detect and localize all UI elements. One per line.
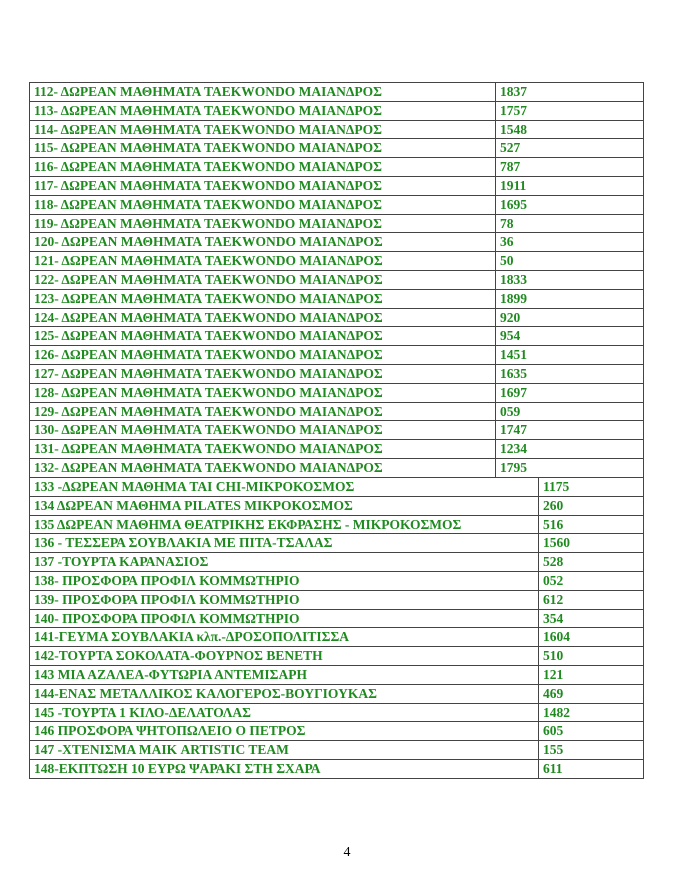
table-row (30, 478, 644, 497)
prize-description: 116- ΔΩΡΕΑΝ ΜΑΘΗΜΑΤΑ TAEKWONDO ΜΑΙΑΝΔΡΟΣ (30, 158, 496, 177)
table-row (30, 534, 644, 553)
table-row (30, 496, 644, 515)
ticket-number: 052 (539, 571, 644, 590)
table-row (30, 327, 644, 346)
ticket-number: 1451 (496, 346, 644, 365)
ticket-number: 36 (496, 233, 644, 252)
table-row (30, 722, 644, 741)
ticket-number: 510 (539, 647, 644, 666)
ticket-number: 1560 (539, 534, 644, 553)
prize-description: 133 -ΔΩΡΕΑΝ ΜΑΘΗΜΑ TAI CHI-ΜΙΚΡΟΚΟΣΜΟΣ (30, 478, 539, 497)
ticket-number: 528 (539, 553, 644, 572)
table-row (30, 571, 644, 590)
ticket-number: 1833 (496, 270, 644, 289)
prize-description: 128- ΔΩΡΕΑΝ ΜΑΘΗΜΑΤΑ TAEKWONDO ΜΑΙΑΝΔΡΟΣ (30, 383, 496, 402)
ticket-number: 1837 (496, 83, 644, 102)
prize-description: 140- ΠΡΟΣΦΟΡΑ ΠΡΟΦΙΛ ΚΟΜΜΩΤΗΡΙΟ (30, 609, 539, 628)
ticket-number: 954 (496, 327, 644, 346)
ticket-number: 612 (539, 590, 644, 609)
table-row (30, 684, 644, 703)
table-row (30, 402, 644, 421)
table-row (30, 289, 644, 308)
ticket-number: 1234 (496, 440, 644, 459)
prize-description: 134 ΔΩΡΕΑΝ ΜΑΘΗΜΑ PILATES ΜΙΚΡΟΚΟΣΜΟΣ (30, 496, 539, 515)
prize-description: 117- ΔΩΡΕΑΝ ΜΑΘΗΜΑΤΑ TAEKWONDO ΜΑΙΑΝΔΡΟΣ (30, 176, 496, 195)
prize-description: 141-ΓΕΥΜΑ ΣΟΥΒΛΑΚΙΑ κλπ.-ΔΡΟΣΟΠΟΛΙΤΙΣΣΑ (30, 628, 539, 647)
prize-description: 119- ΔΩΡΕΑΝ ΜΑΘΗΜΑΤΑ TAEKWONDO ΜΑΙΑΝΔΡΟΣ (30, 214, 496, 233)
prize-description: 138- ΠΡΟΣΦΟΡΑ ΠΡΟΦΙΛ ΚΟΜΜΩΤΗΡΙΟ (30, 571, 539, 590)
table-row (30, 139, 644, 158)
table-row (30, 553, 644, 572)
table-row (30, 120, 644, 139)
table-row (30, 270, 644, 289)
prize-description: 129- ΔΩΡΕΑΝ ΜΑΘΗΜΑΤΑ TAEKWONDO ΜΑΙΑΝΔΡΟΣ (30, 402, 496, 421)
prize-description: 148-ΕΚΠΤΩΣΗ 10 ΕΥΡΩ ΨΑΡΑΚΙ ΣΤΗ ΣΧΑΡΑ (30, 759, 539, 778)
table-row (30, 590, 644, 609)
table-row (30, 458, 644, 477)
prize-description: 136 - ΤΕΣΣΕΡΑ ΣΟΥΒΛΑΚΙΑ ΜΕ ΠΙΤΑ-ΤΣΑΛΑΣ (30, 534, 539, 553)
ticket-number: 787 (496, 158, 644, 177)
ticket-number: 527 (496, 139, 644, 158)
prize-description: 132- ΔΩΡΕΑΝ ΜΑΘΗΜΑΤΑ TAEKWONDO ΜΑΙΑΝΔΡΟΣ (30, 458, 496, 477)
table-row (30, 628, 644, 647)
prize-table-top-body (30, 83, 644, 478)
prize-description: 121- ΔΩΡΕΑΝ ΜΑΘΗΜΑΤΑ TAEKWONDO ΜΑΙΑΝΔΡΟΣ (30, 252, 496, 271)
table-row (30, 421, 644, 440)
table-row (30, 158, 644, 177)
prize-description: 147 -ΧΤΕΝΙΣΜΑ ΜΑΙΚ ARTISTIC TEAM (30, 741, 539, 760)
table-row (30, 703, 644, 722)
prize-table-top (29, 82, 644, 478)
ticket-number: 469 (539, 684, 644, 703)
prize-description: 130- ΔΩΡΕΑΝ ΜΑΘΗΜΑΤΑ TAEKWONDO ΜΑΙΑΝΔΡΟΣ (30, 421, 496, 440)
table-row (30, 364, 644, 383)
prize-description: 144-ΕΝΑΣ ΜΕΤΑΛΛΙΚΟΣ ΚΑΛΟΓΕΡΟΣ-ΒΟΥΓΙΟΥΚΑΣ (30, 684, 539, 703)
prize-description: 120- ΔΩΡΕΑΝ ΜΑΘΗΜΑΤΑ TAEKWONDO ΜΑΙΑΝΔΡΟΣ (30, 233, 496, 252)
ticket-number: 354 (539, 609, 644, 628)
ticket-number: 1635 (496, 364, 644, 383)
table-row (30, 665, 644, 684)
ticket-number: 059 (496, 402, 644, 421)
ticket-number: 50 (496, 252, 644, 271)
table-row (30, 609, 644, 628)
prize-description: 118- ΔΩΡΕΑΝ ΜΑΘΗΜΑΤΑ TAEKWONDO ΜΑΙΑΝΔΡΟΣ (30, 195, 496, 214)
table-row (30, 647, 644, 666)
ticket-number: 605 (539, 722, 644, 741)
ticket-number: 516 (539, 515, 644, 534)
table-row (30, 195, 644, 214)
ticket-number: 155 (539, 741, 644, 760)
table-row (30, 759, 644, 778)
prize-description: 122- ΔΩΡΕΑΝ ΜΑΘΗΜΑΤΑ TAEKWONDO ΜΑΙΑΝΔΡΟΣ (30, 270, 496, 289)
prize-description: 143 ΜΙΑ ΑΖΑΛΕΑ-ΦΥΤΩΡΙΑ ΑΝΤΕΜΙΣΑΡΗ (30, 665, 539, 684)
ticket-number: 1175 (539, 478, 644, 497)
ticket-number: 78 (496, 214, 644, 233)
prize-description: 112- ΔΩΡΕΑΝ ΜΑΘΗΜΑΤΑ TAEKWONDO ΜΑΙΑΝΔΡΟΣ (30, 83, 496, 102)
ticket-number: 1747 (496, 421, 644, 440)
table-row (30, 101, 644, 120)
table-row (30, 440, 644, 459)
ticket-number: 1899 (496, 289, 644, 308)
table-row (30, 515, 644, 534)
prize-description: 123- ΔΩΡΕΑΝ ΜΑΘΗΜΑΤΑ TAEKWONDO ΜΑΙΑΝΔΡΟΣ (30, 289, 496, 308)
table-row (30, 176, 644, 195)
table-row (30, 383, 644, 402)
prize-description: 131- ΔΩΡΕΑΝ ΜΑΘΗΜΑΤΑ TAEKWONDO ΜΑΙΑΝΔΡΟΣ (30, 440, 496, 459)
prize-table-bottom (29, 477, 644, 779)
prize-description: 126- ΔΩΡΕΑΝ ΜΑΘΗΜΑΤΑ TAEKWONDO ΜΑΙΑΝΔΡΟΣ (30, 346, 496, 365)
ticket-number: 920 (496, 308, 644, 327)
table-row (30, 214, 644, 233)
ticket-number: 1757 (496, 101, 644, 120)
prize-description: 113- ΔΩΡΕΑΝ ΜΑΘΗΜΑΤΑ TAEKWONDO ΜΑΙΑΝΔΡΟΣ (30, 101, 496, 120)
ticket-number: 1911 (496, 176, 644, 195)
prize-description: 137 -ΤΟΥΡΤΑ ΚΑΡΑΝΑΣΙΟΣ (30, 553, 539, 572)
ticket-number: 1697 (496, 383, 644, 402)
table-row (30, 83, 644, 102)
prize-table-bottom-body (30, 478, 644, 779)
page-number: 4 (343, 845, 351, 860)
table-row (30, 252, 644, 271)
ticket-number: 121 (539, 665, 644, 684)
ticket-number: 1548 (496, 120, 644, 139)
ticket-number: 1482 (539, 703, 644, 722)
prize-description: 139- ΠΡΟΣΦΟΡΑ ΠΡΟΦΙΛ ΚΟΜΜΩΤΗΡΙΟ (30, 590, 539, 609)
table-row (30, 741, 644, 760)
prize-description: 124- ΔΩΡΕΑΝ ΜΑΘΗΜΑΤΑ TAEKWONDO ΜΑΙΑΝΔΡΟΣ (30, 308, 496, 327)
prize-description: 145 -ΤΟΥΡΤΑ 1 ΚΙΛΟ-ΔΕΛΑΤΟΛΑΣ (30, 703, 539, 722)
prize-description: 114- ΔΩΡΕΑΝ ΜΑΘΗΜΑΤΑ TAEKWONDO ΜΑΙΑΝΔΡΟΣ (30, 120, 496, 139)
prize-description: 142-ΤΟΥΡΤΑ ΣΟΚΟΛΑΤΑ-ΦΟΥΡΝΟΣ ΒΕΝΕΤΗ (30, 647, 539, 666)
ticket-number: 611 (539, 759, 644, 778)
prize-description: 135 ΔΩΡΕΑΝ ΜΑΘΗΜΑ ΘΕΑΤΡΙΚΗΣ ΕΚΦΡΑΣΗΣ - ΜΙΚΡΟΚΟΣΜΟΣ (30, 515, 539, 534)
ticket-number: 260 (539, 496, 644, 515)
prize-description: 115- ΔΩΡΕΑΝ ΜΑΘΗΜΑΤΑ TAEKWONDO ΜΑΙΑΝΔΡΟΣ (30, 139, 496, 158)
ticket-number: 1604 (539, 628, 644, 647)
table-row (30, 308, 644, 327)
prize-description: 125- ΔΩΡΕΑΝ ΜΑΘΗΜΑΤΑ TAEKWONDO ΜΑΙΑΝΔΡΟΣ (30, 327, 496, 346)
prize-description: 146 ΠΡΟΣΦΟΡΑ ΨΗΤΟΠΩΛΕΙΟ Ο ΠΕΤΡΟΣ (30, 722, 539, 741)
ticket-number: 1695 (496, 195, 644, 214)
prize-description: 127- ΔΩΡΕΑΝ ΜΑΘΗΜΑΤΑ TAEKWONDO ΜΑΙΑΝΔΡΟΣ (30, 364, 496, 383)
ticket-number: 1795 (496, 458, 644, 477)
table-row (30, 346, 644, 365)
table-row (30, 233, 644, 252)
